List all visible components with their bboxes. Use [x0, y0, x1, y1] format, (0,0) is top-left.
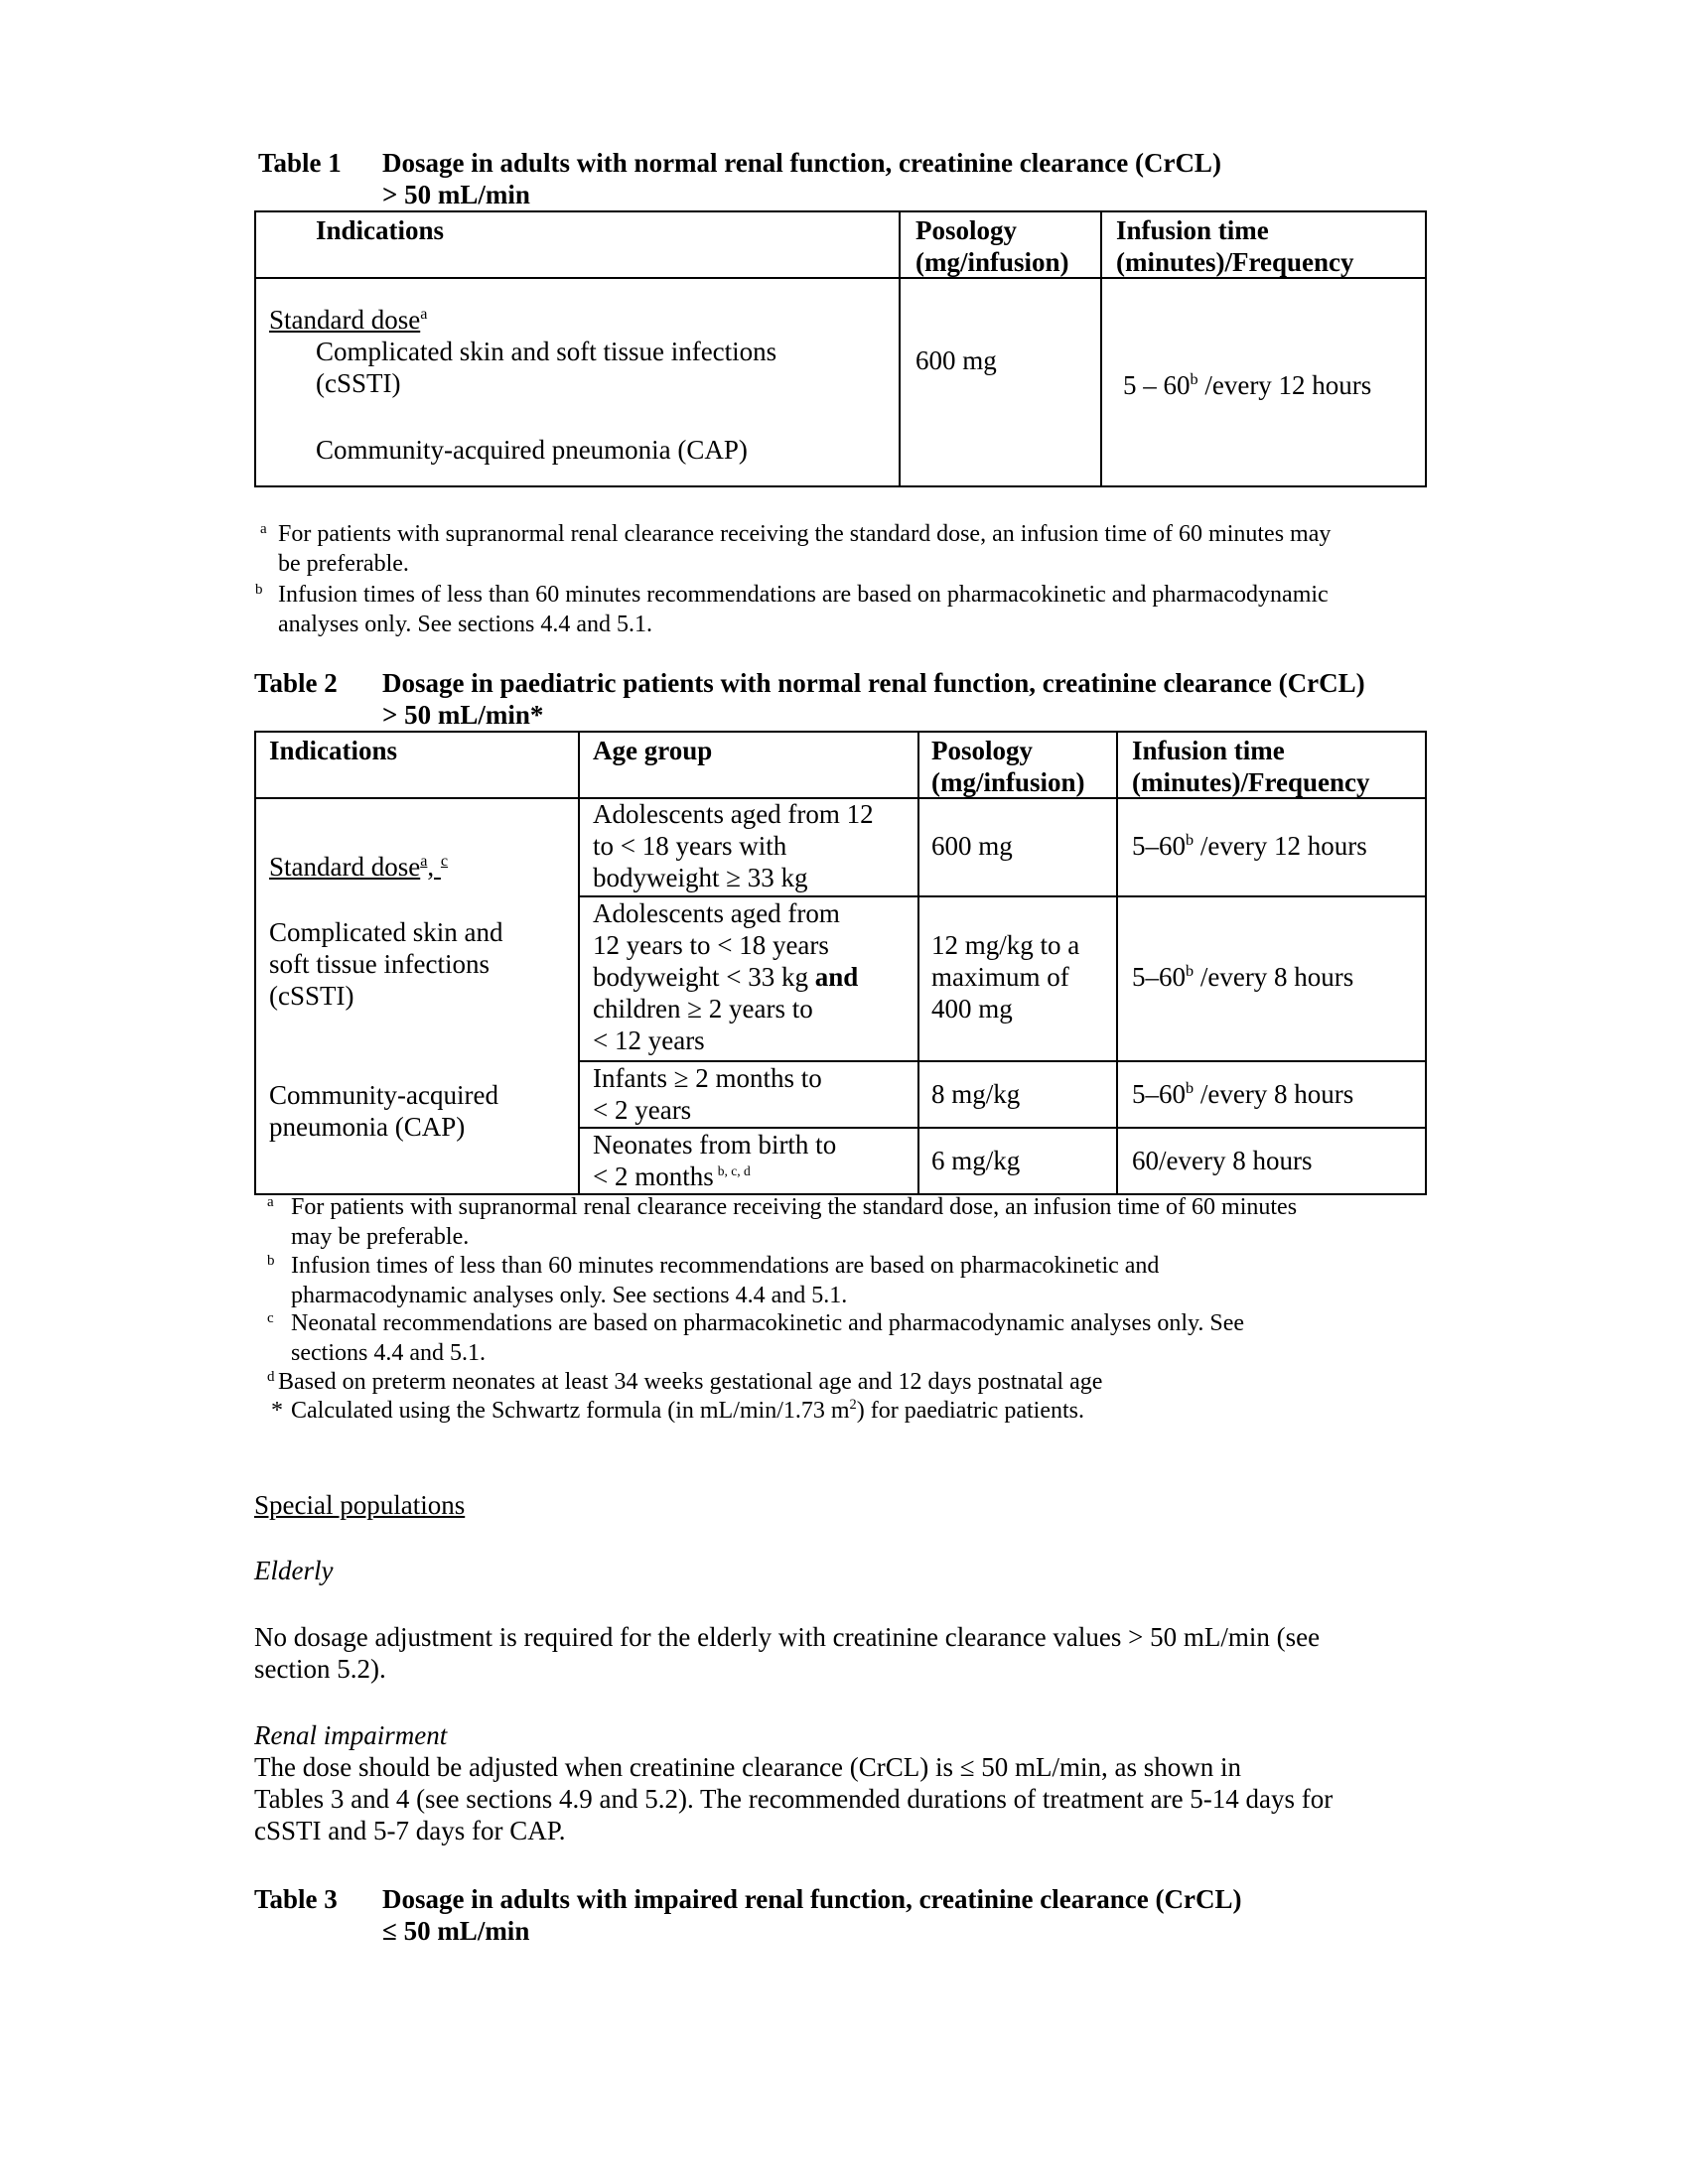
table3-title-line1: Dosage in adults with impaired renal function, creatinine clearance (CrCL): [382, 1884, 1242, 1914]
table2-row1-age-line1: Adolescents aged from 12: [593, 799, 874, 829]
table3-title-line2: ≤ 50 mL/min: [382, 1916, 530, 1946]
table2-row1-age-line2: to < 18 years with: [593, 831, 787, 861]
table1-cssti-line2: (cSSTI): [316, 368, 401, 398]
table2-standard-dose: Standard dose$^a$, $^c$: [269, 852, 449, 882]
table2-footnote-b: b Infusion times of less than 60 minutes recommendations are based on pharmacokinetic and pharmacodynamic analyses only. See sections 4.4 and 5.1.: [267, 1253, 1160, 1308]
table1-infusion-value: 5 – 60$^b$ /every 12 hours: [1123, 370, 1372, 400]
table2-cap-line2: pneumonia (CAP): [269, 1112, 466, 1142]
table2-row1-age-line3: bodyweight ≥ 33 kg: [593, 863, 808, 892]
table2-row4-posology: 6 mg/kg: [931, 1146, 1021, 1175]
table2-title-line1: Dosage in paediatric patients with normal renal function, creatinine clearance (CrCL): [382, 668, 1365, 698]
table2-row1-infusion: 5–60$^b$ /every 12 hours: [1132, 831, 1367, 861]
table1-title-line1: Dosage in adults with normal renal function, creatinine clearance (CrCL): [382, 148, 1221, 178]
table1-caption: [258, 147, 1450, 210]
table2-header-infusion: Infusion time: [1132, 736, 1285, 765]
table2-cap-line1: Community-acquired: [269, 1080, 498, 1110]
table2-row3-age-line2: < 2 years: [593, 1095, 692, 1125]
table2-header-age-group: Age group: [593, 736, 713, 765]
table2-header-posology: Posology: [931, 736, 1034, 765]
table2-row3-infusion: 5–60$^b$ /every 8 hours: [1132, 1079, 1354, 1109]
table2-footnote-a: a For patients with supranormal renal clearance receiving the standard dose, an infusion time of 60 minutes may be preferable.: [267, 1194, 1298, 1250]
table2-header-posology-unit: (mg/infusion): [931, 767, 1085, 797]
table3-caption: [254, 1883, 1446, 1947]
table2-cssti-line3: (cSSTI): [269, 981, 354, 1011]
table1-cssti-line1: Complicated skin and soft tissue infections: [316, 337, 777, 366]
table1-footnote-a: a For patients with supranormal renal clearance receiving the standard dose, an infusion time of 60 minutes may be preferable.: [260, 521, 1332, 577]
table2-row2-age-line5: < 12 years: [593, 1025, 705, 1055]
renal-text-line1: The dose should be adjusted when creatinine clearance (CrCL) is ≤ 50 mL/min, as shown in: [254, 1752, 1242, 1782]
table1-header-posology: Posology: [915, 215, 1018, 245]
table1-cap: Community-acquired pneumonia (CAP): [316, 435, 748, 465]
table2-title-line2: > 50 mL/min*: [382, 700, 544, 730]
table1-header-infusion: Infusion time: [1116, 215, 1269, 245]
special-populations-heading: Special populations: [254, 1490, 466, 1520]
table2-row3-age-line1: Infants ≥ 2 months to: [593, 1063, 822, 1093]
table1-footnote-b: b Infusion times of less than 60 minutes recommendations are based on pharmacokinetic and pharmacodynamic analyses only. See sections 4.4 and 5.1.: [255, 582, 1329, 637]
table2-footnote-d: d Based on preterm neonates at least 34 weeks gestational age and 12 days postnatal age: [267, 1369, 1103, 1395]
table2-cssti-line1: Complicated skin and: [269, 917, 503, 947]
table1-label: Table 1: [258, 148, 342, 178]
table2-row4-age-line1: Neonates from birth to: [593, 1130, 837, 1160]
table2-row4-age-line2: < 2 months $^{b, c, d}$: [593, 1161, 751, 1191]
table2-header-indications: Indications: [269, 736, 398, 765]
table2-row3-posology: 8 mg/kg: [931, 1079, 1021, 1109]
table2-row4-infusion: 60/every 8 hours: [1132, 1146, 1313, 1175]
table1-header-infusion-unit: (minutes)/Frequency: [1116, 247, 1354, 277]
table2-label: Table 2: [254, 668, 338, 698]
table2-row2-age-line3: bodyweight < 33 kg and: [593, 962, 859, 992]
renal-text-line2: Tables 3 and 4 (see sections 4.9 and 5.2). The recommended durations of treatment are 5-14 days for: [254, 1784, 1334, 1814]
table2-row2-age-line1: Adolescents aged from: [593, 898, 840, 928]
table1-title-line2: > 50 mL/min: [382, 180, 530, 209]
table1-posology-value: 600 mg: [915, 345, 997, 375]
table2-row2-posology-line2: maximum of: [931, 962, 1069, 992]
elderly-heading: Elderly: [254, 1556, 334, 1585]
table2-row2-age-line4: children ≥ 2 years to: [593, 994, 813, 1024]
table2-header-infusion-unit: (minutes)/Frequency: [1132, 767, 1370, 797]
table1-standard-dose: Standard dose$^a$: [269, 305, 428, 335]
elderly-text-line2: section 5.2).: [254, 1654, 386, 1684]
elderly-text-line1: No dosage adjustment is required for the elderly with creatinine clearance values > 50 mL/min (see: [254, 1622, 1321, 1652]
table2-footnote-c: c Neonatal recommendations are based on pharmacokinetic and pharmacodynamic analyses only. See sections 4.4 and 5.1.: [267, 1310, 1245, 1366]
renal-impairment-heading: Renal impairment: [254, 1720, 448, 1750]
table2-row2-posology-line1: 12 mg/kg to a: [931, 930, 1080, 960]
table2-row2-age-line2: 12 years to < 18 years: [593, 930, 829, 960]
table2-row2-posology-line3: 400 mg: [931, 994, 1013, 1024]
table2-caption: [254, 667, 1446, 731]
table1-header-posology-unit: (mg/infusion): [915, 247, 1069, 277]
table2-cssti-line2: soft tissue infections: [269, 949, 490, 979]
table2-row2-infusion: 5–60$^b$ /every 8 hours: [1132, 962, 1354, 992]
renal-text-line3: cSSTI and 5-7 days for CAP.: [254, 1816, 566, 1845]
table2-footnote-star: * Calculated using the Schwartz formula (in mL/min/1.73 $m^2$) for paediatric patients.: [271, 1397, 1084, 1424]
table3-label: Table 3: [254, 1884, 338, 1914]
table2-row1-posology: 600 mg: [931, 831, 1013, 861]
table1-header-indications: Indications: [316, 215, 445, 245]
